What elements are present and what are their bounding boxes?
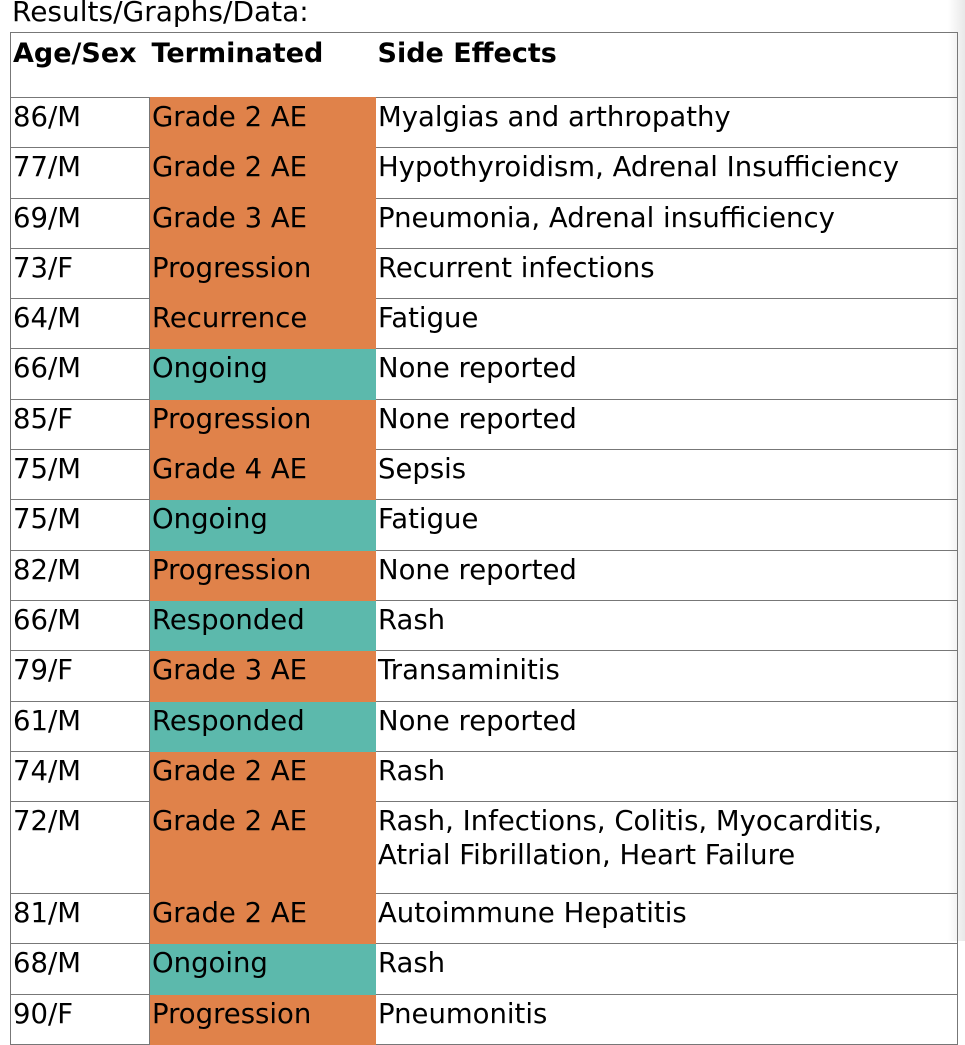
- terminated-status-cell: Grade 3 AE: [150, 198, 376, 248]
- terminated-status-cell: Grade 2 AE: [150, 98, 376, 148]
- header-age-sex: Age/Sex: [11, 33, 150, 98]
- age-sex-cell: 75/M: [11, 450, 150, 500]
- side-effects-cell: Autoimmune Hepatitis: [376, 894, 958, 944]
- terminated-status-cell: Responded: [150, 600, 376, 650]
- terminated-status-cell: Progression: [150, 248, 376, 298]
- results-table: [10, 32, 958, 1045]
- table-row: [11, 198, 958, 248]
- side-effects-cell: None reported: [376, 349, 958, 399]
- age-sex-cell: 82/M: [11, 550, 150, 600]
- side-effects-cell: Rash: [376, 600, 958, 650]
- age-sex-cell: 66/M: [11, 600, 150, 650]
- age-sex-cell: 66/M: [11, 349, 150, 399]
- age-sex-cell: 61/M: [11, 701, 150, 751]
- age-sex-cell: 85/F: [11, 399, 150, 449]
- side-effects-cell: Pneumonitis: [376, 994, 958, 1044]
- terminated-status-cell: Ongoing: [150, 944, 376, 994]
- table-row: [11, 550, 958, 600]
- terminated-status-cell: Ongoing: [150, 500, 376, 550]
- side-effects-cell: None reported: [376, 550, 958, 600]
- side-effects-cell: Rash, Infections, Colitis, Myocarditis, Atrial Fibrillation, Heart Failure: [376, 802, 958, 894]
- header-terminated: Terminated: [151, 38, 324, 69]
- table-row: [11, 751, 958, 801]
- terminated-status-cell: Ongoing: [150, 349, 376, 399]
- table-row: [11, 600, 958, 650]
- side-effects-cell: Fatigue: [376, 500, 958, 550]
- table-row: [11, 349, 958, 399]
- terminated-status-cell: Responded: [150, 701, 376, 751]
- table-row: [11, 450, 958, 500]
- age-sex-cell: 64/M: [11, 299, 150, 349]
- table-row: [11, 148, 958, 198]
- side-effects-cell: Fatigue: [376, 299, 958, 349]
- table-row: [11, 98, 958, 148]
- terminated-status-cell: Grade 3 AE: [150, 651, 376, 701]
- terminated-status-cell: Recurrence: [150, 299, 376, 349]
- side-effects-cell: Pneumonia, Adrenal insufficiency: [376, 198, 958, 248]
- table-row: [11, 994, 958, 1044]
- age-sex-cell: 72/M: [11, 802, 150, 894]
- age-sex-cell: 68/M: [11, 944, 150, 994]
- age-sex-cell: 69/M: [11, 198, 150, 248]
- side-effects-cell: Transaminitis: [376, 651, 958, 701]
- age-sex-cell: 75/M: [11, 500, 150, 550]
- section-heading: Results/Graphs/Data:: [12, 0, 309, 28]
- table-body: [11, 98, 958, 1045]
- side-effects-cell: Myalgias and arthropathy: [376, 98, 958, 148]
- terminated-status-cell: Grade 2 AE: [150, 751, 376, 801]
- table-row: [11, 651, 958, 701]
- header-side-effects: Side Effects: [376, 33, 958, 98]
- side-effects-cell: Rash: [376, 944, 958, 994]
- table-header-row: [11, 33, 958, 98]
- table-row: [11, 944, 958, 994]
- age-sex-cell: 90/F: [11, 994, 150, 1044]
- age-sex-cell: 86/M: [11, 98, 150, 148]
- side-effects-cell: None reported: [376, 701, 958, 751]
- terminated-status-cell: Grade 2 AE: [150, 148, 376, 198]
- terminated-status-cell: Progression: [150, 399, 376, 449]
- age-sex-cell: 79/F: [11, 651, 150, 701]
- terminated-status-cell: Grade 2 AE: [150, 802, 376, 894]
- table-row: [11, 248, 958, 298]
- table-row: [11, 399, 958, 449]
- terminated-status-cell: Progression: [150, 994, 376, 1044]
- age-sex-cell: 74/M: [11, 751, 150, 801]
- terminated-status-cell: Grade 2 AE: [150, 894, 376, 944]
- side-effects-cell: None reported: [376, 399, 958, 449]
- side-effects-cell: Sepsis: [376, 450, 958, 500]
- side-effects-cell: Rash: [376, 751, 958, 801]
- terminated-status-cell: Grade 4 AE: [150, 450, 376, 500]
- table-row: [11, 701, 958, 751]
- side-effects-cell: Recurrent infections: [376, 248, 958, 298]
- table-row: [11, 802, 958, 894]
- terminated-status-cell: Progression: [150, 550, 376, 600]
- age-sex-cell: 81/M: [11, 894, 150, 944]
- table-row: [11, 500, 958, 550]
- age-sex-cell: 77/M: [11, 148, 150, 198]
- age-sex-cell: 73/F: [11, 248, 150, 298]
- table-row: [11, 894, 958, 944]
- table-row: [11, 299, 958, 349]
- side-effects-cell: Hypothyroidism, Adrenal Insufficiency: [376, 148, 958, 198]
